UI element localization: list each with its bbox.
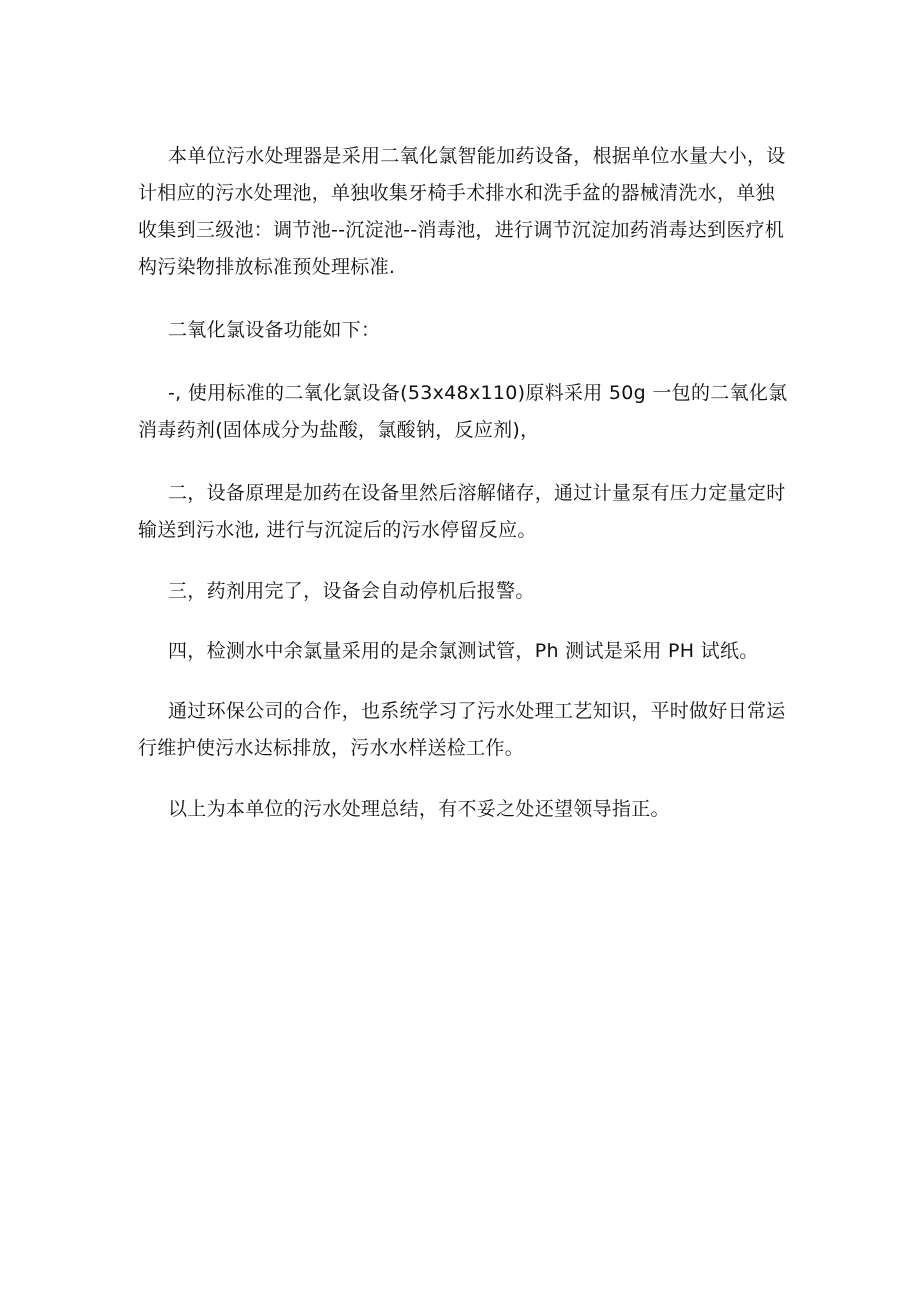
paragraph-item-1: -, 使用标准的二氧化氯设备(53x48x110)原料采用 50g 一包的二氧化氯消毒药剂(固体成分为盐酸，氯酸钠，反应剂)，	[138, 382, 788, 441]
paragraph-conclusion: 以上为本单位的污水处理总结，有不妥之处还望领导指正。	[168, 798, 670, 820]
paragraph-intro: 本单位污水处理器是采用二氧化氯智能加药设备，根据单位水量大小，设计相应的污水处理池，单独收集牙椅手术排水和洗手盆的器械清洗水，单独收集到三级池：调节池--沉淀池--消毒池，进行调节沉淀加药消毒达到医疗机构污染物排放标准预处理标准.	[138, 145, 786, 278]
paragraph-item-2: 二，设备原理是加药在设备里然后溶解储存，通过计量泵有压力定量定时输送到污水池, 进行与沉淀后的污水停留反应。	[138, 482, 786, 541]
paragraph-item-4: 四，检测水中余氯量采用的是余氯测试管，Ph 测试是采用 PH 试纸。	[168, 640, 759, 662]
paragraph-item-3: 三，药剂用完了，设备会自动停机后报警。	[168, 580, 535, 602]
document-body	[138, 138, 788, 828]
paragraph-function-heading: 二氧化氯设备功能如下：	[168, 319, 381, 341]
paragraph-cooperation: 通过环保公司的合作，也系统学习了污水处理工艺知识，平时做好日常运行维护使污水达标排放，污水水样送检工作。	[138, 700, 786, 759]
